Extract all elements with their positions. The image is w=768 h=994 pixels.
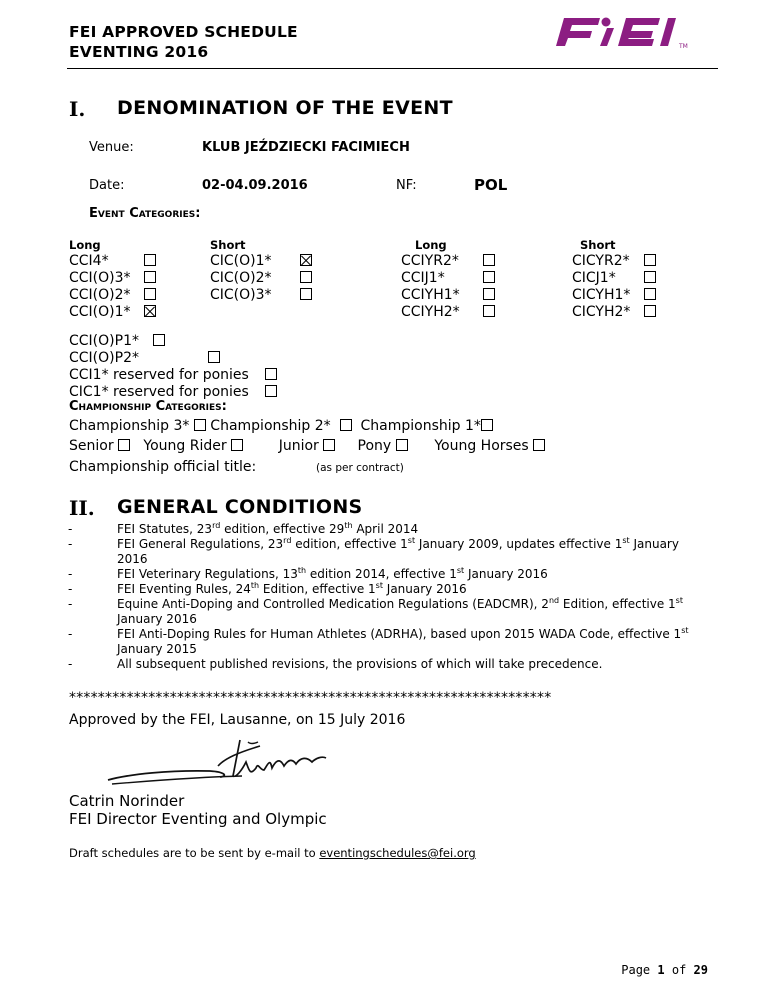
signatory — [69, 792, 327, 828]
category-column-young-long — [401, 253, 495, 321]
category-label: CCI(O)3* — [69, 270, 131, 286]
category-label: CIC(O)1* — [210, 253, 272, 269]
date-value: 02-04.09.2016 — [202, 178, 308, 193]
championship-row — [69, 418, 493, 435]
category-label: CICYR2* — [572, 253, 630, 269]
list-item — [0, 582, 768, 597]
separator-stars: ******************************************************************* — [69, 690, 552, 706]
list-text: FEI Statutes, 23rd edition, effective 29th April 2014 — [117, 521, 419, 536]
category-label: CIC(O)3* — [210, 287, 272, 303]
category-row — [69, 333, 277, 350]
category-row — [69, 287, 156, 304]
list-item — [0, 657, 768, 672]
list-dash: - — [68, 567, 73, 581]
section1-number: I. — [69, 97, 86, 121]
pony-categories — [69, 333, 277, 401]
category-row — [69, 350, 277, 367]
checkbox-checked[interactable] — [144, 305, 156, 317]
championship-label: Championship 1* — [360, 418, 481, 434]
list-dash: - — [68, 657, 73, 671]
list-item — [0, 522, 768, 537]
list-dash: - — [68, 522, 73, 536]
signatory-role: FEI Director Eventing and Olympic — [69, 810, 327, 828]
checkbox[interactable] — [144, 271, 156, 283]
category-column-young-short — [572, 253, 656, 321]
checkbox[interactable] — [644, 254, 656, 266]
list-dash: - — [68, 627, 73, 641]
level-label: Young Rider — [143, 438, 227, 454]
checkbox[interactable] — [483, 254, 495, 266]
category-row — [401, 270, 495, 287]
checkbox[interactable] — [265, 385, 277, 397]
checkbox[interactable] — [300, 271, 312, 283]
page-number: 1 — [657, 963, 665, 977]
checkbox[interactable] — [481, 419, 493, 431]
category-label: CCIYH1* — [401, 287, 460, 303]
checkbox[interactable] — [194, 419, 206, 431]
list-text: All subsequent published revisions, the provisions of which will take precedence. — [117, 657, 603, 671]
draft-note — [69, 846, 476, 860]
category-row — [572, 270, 656, 287]
list-item — [0, 627, 768, 657]
fei-logo — [548, 12, 698, 56]
category-column-short — [210, 253, 312, 304]
category-label: CCIYR2* — [401, 253, 459, 269]
championship-label: Championship 3* — [69, 418, 190, 434]
event-categories-label: Event Categories: — [89, 206, 201, 221]
checkbox[interactable] — [144, 288, 156, 300]
col4-header: Short — [580, 238, 616, 252]
approved-text: Approved by the FEI, Lausanne, on 15 July 2016 — [69, 712, 406, 728]
checkbox[interactable] — [396, 439, 408, 451]
checkbox[interactable] — [483, 288, 495, 300]
category-label: CCIYH2* — [401, 304, 460, 320]
email-link[interactable]: eventingschedules@fei.org — [319, 846, 476, 860]
section1-title: DENOMINATION OF THE EVENT — [117, 97, 453, 119]
checkbox[interactable] — [483, 271, 495, 283]
category-label: CCI(O)P1* — [69, 333, 139, 349]
category-label: CICYH2* — [572, 304, 631, 320]
page-total: 29 — [693, 963, 708, 977]
list-item — [0, 567, 768, 582]
svg-text:TM: TM — [679, 43, 688, 50]
category-row — [210, 270, 312, 287]
category-row — [69, 270, 156, 287]
signatory-name: Catrin Norinder — [69, 792, 185, 810]
category-row — [69, 367, 277, 384]
nf-value: POL — [474, 176, 508, 194]
venue-label: Venue: — [89, 140, 134, 155]
list-dash: - — [68, 597, 73, 611]
list-dash: - — [68, 537, 73, 551]
level-label: Senior — [69, 438, 114, 454]
checkbox[interactable] — [118, 439, 130, 451]
nf-label: NF: — [396, 178, 417, 193]
col2-header: Short — [210, 238, 246, 252]
checkbox[interactable] — [644, 288, 656, 300]
col1-header: Long — [69, 238, 101, 252]
checkbox[interactable] — [323, 439, 335, 451]
date-label: Date: — [89, 178, 125, 193]
signature-image — [100, 730, 360, 794]
header-title — [69, 22, 298, 62]
category-label: CICYH1* — [572, 287, 631, 303]
general-conditions-list — [0, 522, 768, 672]
category-row — [572, 253, 656, 270]
checkbox[interactable] — [153, 334, 165, 346]
level-row — [69, 438, 545, 455]
checkbox[interactable] — [483, 305, 495, 317]
category-label: CCI1* reserved for ponies — [69, 367, 249, 383]
section2-title: GENERAL CONDITIONS — [117, 496, 363, 518]
category-label: CCI(O)P2* — [69, 350, 139, 366]
page-footer — [621, 963, 708, 977]
championship-categories-label: Championship Categories: — [69, 399, 227, 414]
category-column-long — [69, 253, 156, 321]
level-label: Pony — [357, 438, 392, 454]
list-dash: - — [68, 582, 73, 596]
category-label: CIC(O)2* — [210, 270, 272, 286]
list-text: Equine Anti-Doping and Controlled Medication Regulations (EADCMR), 2nd Edition, effective 1st January 2016 — [117, 596, 683, 626]
list-text: FEI Veterinary Regulations, 13th edition 2014, effective 1st January 2016 — [117, 566, 548, 581]
list-item — [0, 537, 768, 567]
header-title-line2: EVENTING 2016 — [69, 43, 209, 61]
checkbox[interactable] — [300, 288, 312, 300]
category-row — [210, 253, 312, 270]
header-title-line1: FEI APPROVED SCHEDULE — [69, 23, 298, 41]
category-label: CIC1* reserved for ponies — [69, 384, 249, 400]
header-divider — [67, 68, 718, 69]
checkbox[interactable] — [644, 271, 656, 283]
category-row — [69, 304, 156, 321]
col3-header: Long — [415, 238, 447, 252]
list-text: FEI General Regulations, 23rd edition, effective 1st January 2009, updates effective 1st January 2016 — [117, 536, 679, 566]
list-item — [0, 597, 768, 627]
level-label: Young Horses — [434, 438, 529, 454]
championship-label: Championship 2* — [210, 418, 331, 434]
category-label: CICJ1* — [572, 270, 616, 286]
category-label: CCIJ1* — [401, 270, 445, 286]
checkbox[interactable] — [144, 254, 156, 266]
venue-value: KLUB JEŹDZIECKI FACIMIECH — [202, 140, 410, 155]
checkbox[interactable] — [644, 305, 656, 317]
page-of-label: of — [671, 963, 687, 977]
category-row — [401, 304, 495, 321]
category-row — [69, 253, 156, 270]
checkbox[interactable] — [208, 351, 220, 363]
category-label: CCI(O)1* — [69, 304, 131, 320]
category-row — [401, 253, 495, 270]
category-row — [210, 287, 312, 304]
section2-number: II. — [69, 496, 95, 520]
checkbox-checked[interactable] — [300, 254, 312, 266]
list-text: FEI Anti-Doping Rules for Human Athletes (ADRHA), based upon 2015 WADA Code, effective 1st January 2015 — [117, 626, 689, 656]
level-label: Junior — [278, 438, 319, 454]
draft-note-text: Draft schedules are to be sent by e-mail to — [69, 846, 320, 860]
category-row — [572, 287, 656, 304]
category-row — [572, 304, 656, 321]
official-title-label: Championship official title: — [69, 459, 257, 475]
list-text: FEI Eventing Rules, 24th Edition, effective 1st January 2016 — [117, 581, 467, 596]
checkbox[interactable] — [231, 439, 243, 451]
category-row — [401, 287, 495, 304]
official-title-note: (as per contract) — [316, 462, 404, 474]
category-label: CCI(O)2* — [69, 287, 131, 303]
checkbox[interactable] — [533, 439, 545, 451]
page-label: Page — [621, 963, 651, 977]
category-label: CCI4* — [69, 253, 109, 269]
checkbox[interactable] — [265, 368, 277, 380]
checkbox[interactable] — [340, 419, 352, 431]
